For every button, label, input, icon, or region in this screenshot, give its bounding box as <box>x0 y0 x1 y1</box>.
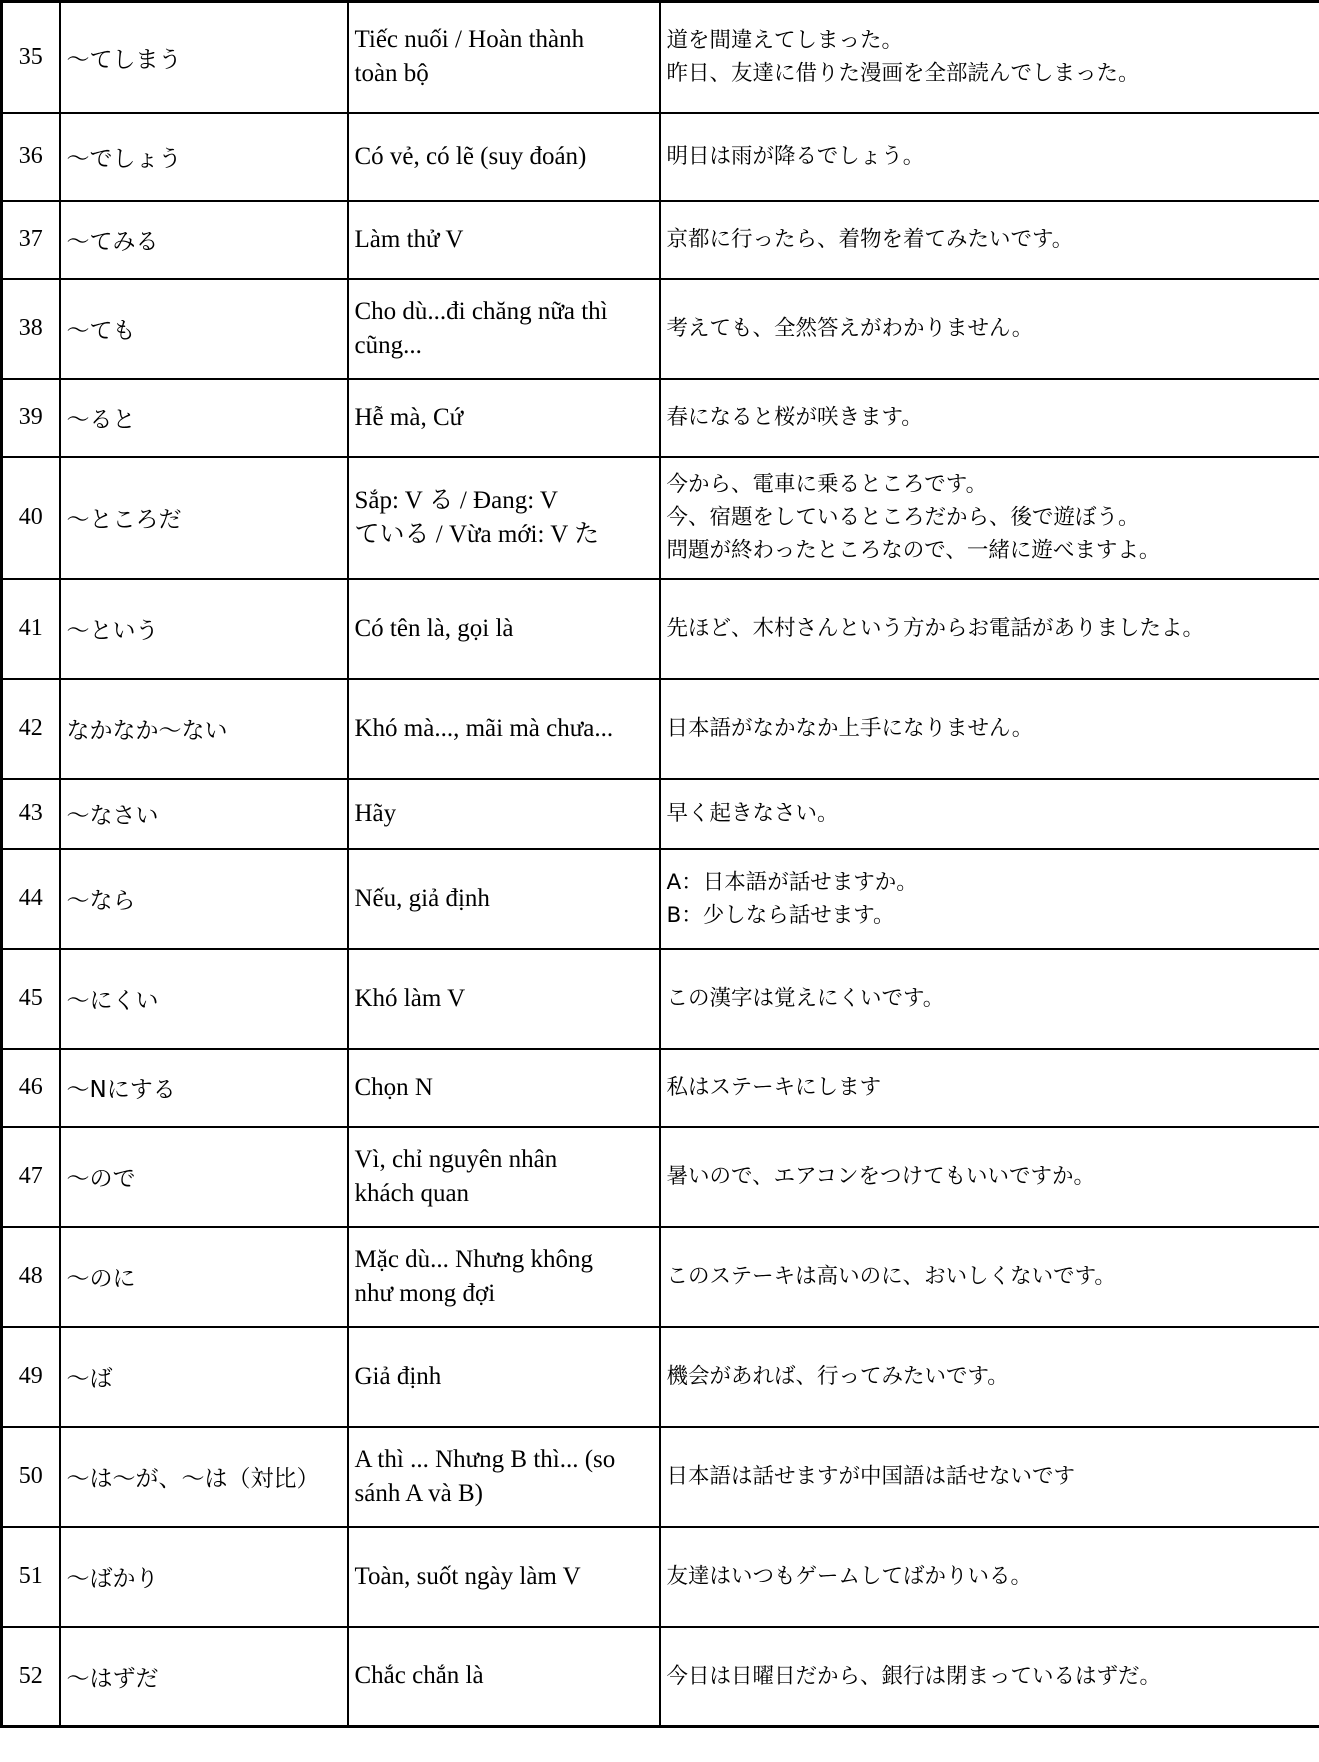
meaning-cell <box>348 1327 660 1427</box>
meaning-line: toàn bộ <box>354 60 429 88</box>
table-row <box>2 849 1319 949</box>
example-cell <box>660 201 1319 279</box>
row-number: 41 <box>2 579 60 679</box>
meaning-line: như mong đợi <box>354 1279 496 1307</box>
row-number: 48 <box>2 1227 60 1327</box>
table-row <box>2 379 1319 457</box>
meaning-line: ている / Vừa mới: V た <box>354 520 600 548</box>
meaning-cell <box>348 679 660 779</box>
grammar-pattern: ～にくい <box>60 949 348 1049</box>
meaning-cell <box>348 1227 660 1327</box>
example-cell <box>660 279 1319 379</box>
grammar-pattern: ～ばかり <box>60 1527 348 1627</box>
meaning-line: Mặc dù... Nhưng không <box>354 1245 594 1273</box>
meaning-line: Cho dù...đi chăng nữa thì <box>354 297 608 325</box>
table-row <box>2 457 1319 579</box>
meaning-cell <box>348 113 660 201</box>
meaning-cell <box>348 1049 660 1127</box>
meaning-line: Hãy <box>354 799 397 827</box>
example-sentence: 京都に行ったら、着物を着てみたいです。 <box>666 227 1074 252</box>
example-sentence: 考えても、全然答えがわかりません。 <box>666 316 1034 341</box>
grammar-pattern: ～ると <box>60 379 348 457</box>
meaning-line: Sắp: V る / Đang: V <box>354 486 558 514</box>
meaning-line: Có tên là, gọi là <box>354 614 514 642</box>
meaning-cell <box>348 1527 660 1627</box>
meaning-line: Vì, chỉ nguyên nhân <box>354 1145 558 1173</box>
meaning-cell <box>348 1627 660 1727</box>
example-cell <box>660 2 1319 113</box>
example-sentence: 春になると桜が咲きます。 <box>666 405 923 430</box>
grammar-pattern: ～でしょう <box>60 113 348 201</box>
example-cell <box>660 849 1319 949</box>
grammar-pattern: ～のに <box>60 1227 348 1327</box>
example-sentence: B：少しなら話せます。 <box>666 902 895 928</box>
grammar-pattern: ～という <box>60 579 348 679</box>
row-number: 45 <box>2 949 60 1049</box>
table-row <box>2 1327 1319 1427</box>
example-sentence: 友達はいつもゲームしてばかりいる。 <box>666 1564 1033 1589</box>
example-cell <box>660 1327 1319 1427</box>
example-cell <box>660 949 1319 1049</box>
example-sentence: このステーキは高いのに、おいしくないです。 <box>666 1264 1116 1289</box>
meaning-line: Nếu, giả định <box>354 884 490 912</box>
example-sentence: 昨日、友達に借りた漫画を全部読んでしまった。 <box>666 61 1140 87</box>
grammar-table-body <box>2 2 1319 1727</box>
grammar-pattern: ～ので <box>60 1127 348 1227</box>
meaning-line: Có vẻ, có lẽ (suy đoán) <box>354 142 587 170</box>
example-sentence: 道を間違えてしまった。 <box>666 28 904 54</box>
table-row <box>2 1227 1319 1327</box>
example-cell <box>660 379 1319 457</box>
grammar-pattern: ～てみる <box>60 201 348 279</box>
grammar-pattern: ～てしまう <box>60 2 348 113</box>
meaning-line: Khó làm V <box>354 984 466 1012</box>
example-sentence: 日本語がなかなか上手になりません。 <box>666 716 1034 741</box>
example-sentence: A：日本語が話せますか。 <box>666 869 918 895</box>
grammar-pattern: ～ところだ <box>60 457 348 579</box>
meaning-cell <box>348 457 660 579</box>
meaning-cell <box>348 1127 660 1227</box>
meaning-line: Tiếc nuối / Hoàn thành <box>354 26 585 54</box>
meaning-line: Làm thử V <box>354 225 464 253</box>
meaning-line: sánh A và B) <box>354 1479 483 1507</box>
example-cell <box>660 113 1319 201</box>
row-number: 47 <box>2 1127 60 1227</box>
grammar-pattern: ～は～が、～は（対比） <box>60 1427 348 1527</box>
example-cell <box>660 1127 1319 1227</box>
example-sentence: 先ほど、木村さんという方からお電話がありましたよ。 <box>666 616 1205 641</box>
grammar-pattern: ～ても <box>60 279 348 379</box>
table-row <box>2 779 1319 849</box>
table-row <box>2 579 1319 679</box>
grammar-pattern: ～ば <box>60 1327 348 1427</box>
meaning-cell <box>348 779 660 849</box>
row-number: 37 <box>2 201 60 279</box>
meaning-cell <box>348 2 660 113</box>
meaning-cell <box>348 1427 660 1527</box>
grammar-pattern: ～はずだ <box>60 1627 348 1727</box>
table-row <box>2 949 1319 1049</box>
example-cell <box>660 679 1319 779</box>
grammar-pattern: なかなか～ない <box>60 679 348 779</box>
table-row <box>2 679 1319 779</box>
example-sentence: この漢字は覚えにくいです。 <box>666 986 945 1011</box>
meaning-cell <box>348 201 660 279</box>
row-number: 35 <box>2 2 60 113</box>
meaning-cell <box>348 949 660 1049</box>
example-sentence: 機会があれば、行ってみたいです。 <box>666 1364 1009 1389</box>
example-sentence: 明日は雨が降るでしょう。 <box>666 144 925 169</box>
meaning-cell <box>348 849 660 949</box>
example-sentence: 今から、電車に乗るところです。 <box>666 472 988 497</box>
meaning-line: A thì ... Nhưng B thì... (so <box>354 1445 616 1473</box>
table-row <box>2 1527 1319 1627</box>
example-sentence: 日本語は話せますが中国語は話せないです <box>666 1464 1076 1489</box>
row-number: 49 <box>2 1327 60 1427</box>
row-number: 52 <box>2 1627 60 1727</box>
table-row <box>2 201 1319 279</box>
example-sentence: 早く起きなさい。 <box>666 801 839 826</box>
meaning-cell <box>348 379 660 457</box>
example-cell <box>660 1049 1319 1127</box>
row-number: 44 <box>2 849 60 949</box>
example-sentence: 問題が終わったところなので、一緒に遊べますよ。 <box>666 538 1161 563</box>
example-cell <box>660 1227 1319 1327</box>
row-number: 46 <box>2 1049 60 1127</box>
example-sentence: 今日は日曜日だから、銀行は閉まっているはずだ。 <box>666 1663 1162 1689</box>
row-number: 39 <box>2 379 60 457</box>
example-cell <box>660 1527 1319 1627</box>
grammar-pattern: ～なら <box>60 849 348 949</box>
example-sentence: 私はステーキにします <box>666 1075 882 1100</box>
table-row <box>2 279 1319 379</box>
table-row <box>2 1127 1319 1227</box>
example-cell <box>660 457 1319 579</box>
grammar-pattern: ～なさい <box>60 779 348 849</box>
example-sentence: 暑いので、エアコンをつけてもいいですか。 <box>666 1164 1095 1189</box>
row-number: 38 <box>2 279 60 379</box>
meaning-line: Giả định <box>354 1362 442 1390</box>
row-number: 51 <box>2 1527 60 1627</box>
example-cell <box>660 779 1319 849</box>
meaning-line: cũng... <box>354 331 422 359</box>
table-row <box>2 2 1319 113</box>
meaning-cell <box>348 579 660 679</box>
meaning-line: Chọn N <box>354 1073 433 1101</box>
table-row <box>2 1627 1319 1727</box>
meaning-line: khách quan <box>354 1179 470 1207</box>
meaning-line: Khó mà..., mãi mà chưa... <box>354 714 614 742</box>
meaning-line: Toàn, suốt ngày làm V <box>354 1562 581 1590</box>
example-cell <box>660 1427 1319 1527</box>
example-cell <box>660 1627 1319 1727</box>
example-sentence: 今、宿題をしているところだから、後で遊ぼう。 <box>666 505 1140 530</box>
meaning-line: Hễ mà, Cứ <box>354 403 464 431</box>
row-number: 36 <box>2 113 60 201</box>
row-number: 43 <box>2 779 60 849</box>
example-cell <box>660 579 1319 679</box>
table-row <box>2 1049 1319 1127</box>
meaning-cell <box>348 279 660 379</box>
grammar-pattern: ～Nにする <box>60 1049 348 1127</box>
row-number: 42 <box>2 679 60 779</box>
row-number: 50 <box>2 1427 60 1527</box>
meaning-line: Chắc chắn là <box>354 1662 484 1690</box>
table-row <box>2 113 1319 201</box>
row-number: 40 <box>2 457 60 579</box>
table-row <box>2 1427 1319 1527</box>
